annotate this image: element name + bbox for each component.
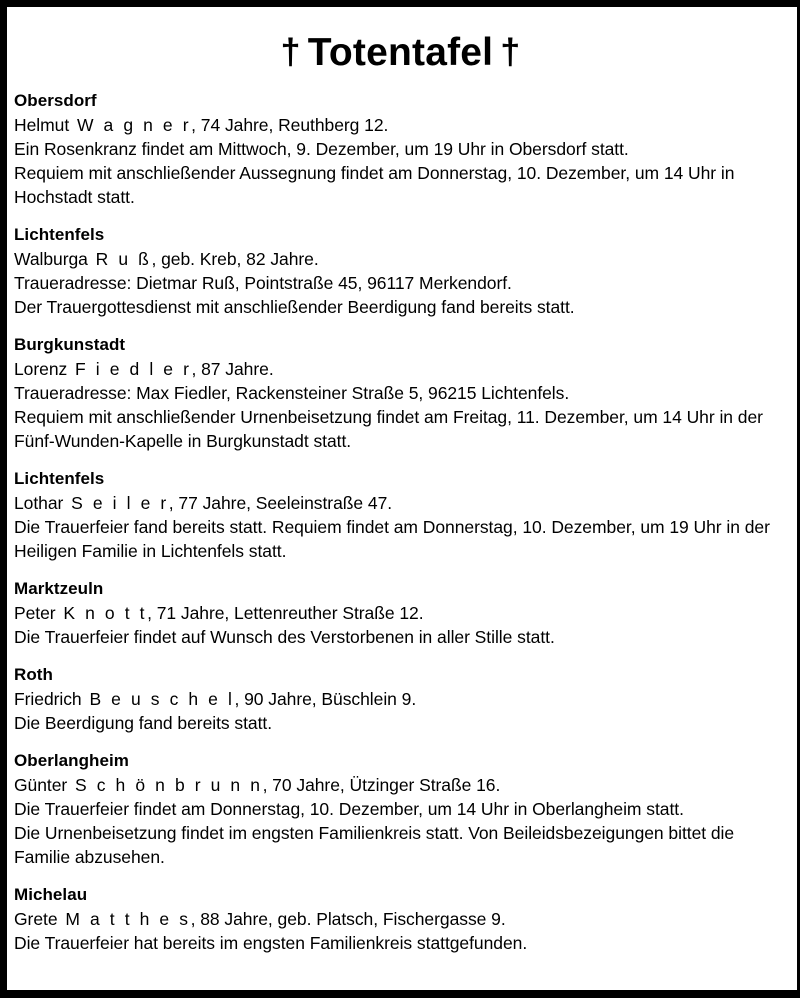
entry-detail-line: Die Trauerfeier findet auf Wunsch des Verstorbenen in aller Stille statt.: [14, 627, 555, 647]
entry-surname: W a g n e r: [76, 115, 192, 135]
obituary-entry: [14, 883, 787, 955]
cross-icon-left: †: [280, 31, 301, 72]
obituary-entry: [14, 223, 787, 319]
entry-detail-line: Die Trauerfeier hat bereits im engsten Familienkreis stattgefunden.: [14, 933, 528, 953]
entry-given-name: Helmut: [14, 115, 70, 135]
entry-place: Burgkunstadt: [14, 335, 126, 354]
entry-person-details: , 87 Jahre.: [191, 359, 274, 379]
entry-surname: M a t t h e s: [65, 909, 191, 929]
entry-person-line: [14, 773, 787, 797]
page-content: [7, 33, 797, 990]
entry-surname: S e i l e r: [71, 493, 169, 513]
entry-person-details: , 90 Jahre, Büschlein 9.: [234, 689, 417, 709]
entry-given-name: Walburga: [14, 249, 88, 269]
entry-detail-line: Die Beerdigung fand bereits statt.: [14, 713, 273, 733]
entry-person-line: [14, 357, 787, 381]
page-sheet: [7, 7, 797, 990]
entry-given-name: Lorenz: [14, 359, 68, 379]
entry-surname: B e u s c h e l: [89, 689, 235, 709]
entry-detail-line: Requiem mit anschließender Aussegnung findet am Donnerstag, 10. Dezember, um 14 Uhr in Hochstadt statt.: [14, 163, 735, 207]
page-title: [14, 33, 787, 72]
entry-place: Oberlangheim: [14, 751, 129, 770]
entry-person-line: [14, 687, 787, 711]
entry-given-name: Lothar: [14, 493, 64, 513]
entry-detail-line: Traueradresse: Dietmar Ruß, Pointstraße 45, 96117 Merkendorf.: [14, 273, 512, 293]
entry-detail-line: Requiem mit anschließender Urnenbeisetzung findet am Freitag, 11. Dezember, um 14 Uhr in der Fünf-Wunden-Kapelle in Burgkunstadt statt.: [14, 407, 763, 451]
obituary-entry: [14, 663, 787, 735]
entry-given-name: Friedrich: [14, 689, 82, 709]
entry-detail-line: Die Urnenbeisetzung findet im engsten Familienkreis statt. Von Beileidsbezeigungen bittet die Familie abzusehen.: [14, 823, 735, 867]
entry-detail-line: Der Trauergottesdienst mit anschließender Beerdigung fand bereits statt.: [14, 297, 575, 317]
entry-person-line: [14, 601, 787, 625]
entry-detail-line: Ein Rosenkranz findet am Mittwoch, 9. Dezember, um 19 Uhr in Obersdorf statt.: [14, 139, 629, 159]
entry-place: Lichtenfels: [14, 225, 105, 244]
entry-surname: S c h ö n b r u n n: [75, 775, 263, 795]
entry-detail-line: Traueradresse: Max Fiedler, Rackensteiner Straße 5, 96215 Lichtenfels.: [14, 383, 570, 403]
entry-place: Lichtenfels: [14, 469, 105, 488]
obituary-entry: [14, 333, 787, 453]
obituary-entry: [14, 89, 787, 209]
obituary-entry: [14, 749, 787, 869]
entry-person-details: , 74 Jahre, Reuthberg 12.: [191, 115, 389, 135]
obituary-entry: [14, 577, 787, 649]
entry-person-details: , 71 Jahre, Lettenreuther Straße 12.: [147, 603, 424, 623]
cross-icon-right: †: [500, 31, 521, 72]
entry-surname: R u ß: [95, 249, 152, 269]
entry-given-name: Peter: [14, 603, 56, 623]
entry-person-line: [14, 907, 787, 931]
entry-person-line: [14, 491, 787, 515]
entry-place: Roth: [14, 665, 53, 684]
entry-surname: K n o t t: [63, 603, 148, 623]
entry-place: Michelau: [14, 885, 88, 904]
entry-place: Marktzeuln: [14, 579, 104, 598]
entry-person-line: [14, 247, 787, 271]
entry-place: Obersdorf: [14, 91, 97, 110]
obituary-entry: [14, 467, 787, 563]
entry-person-details: , 77 Jahre, Seeleinstraße 47.: [168, 493, 393, 513]
entry-detail-line: Die Trauerfeier findet am Donnerstag, 10. Dezember, um 14 Uhr in Oberlangheim statt.: [14, 799, 684, 819]
entry-detail-line: Die Trauerfeier fand bereits statt. Requiem findet am Donnerstag, 10. Dezember, um 19 Uhr in der Heiligen Familie in Lichtenfels statt.: [14, 517, 770, 561]
entry-surname: F i e d l e r: [75, 359, 192, 379]
entry-given-name: Grete: [14, 909, 58, 929]
page-title-text: Totentafel: [307, 31, 494, 74]
entry-person-details: , 70 Jahre, Ützinger Straße 16.: [262, 775, 501, 795]
entry-person-line: [14, 113, 787, 137]
entry-given-name: Günter: [14, 775, 68, 795]
obituary-list: [14, 89, 787, 955]
entry-person-details: , 88 Jahre, geb. Platsch, Fischergasse 9.: [190, 909, 506, 929]
entry-person-details: , geb. Kreb, 82 Jahre.: [151, 249, 319, 269]
